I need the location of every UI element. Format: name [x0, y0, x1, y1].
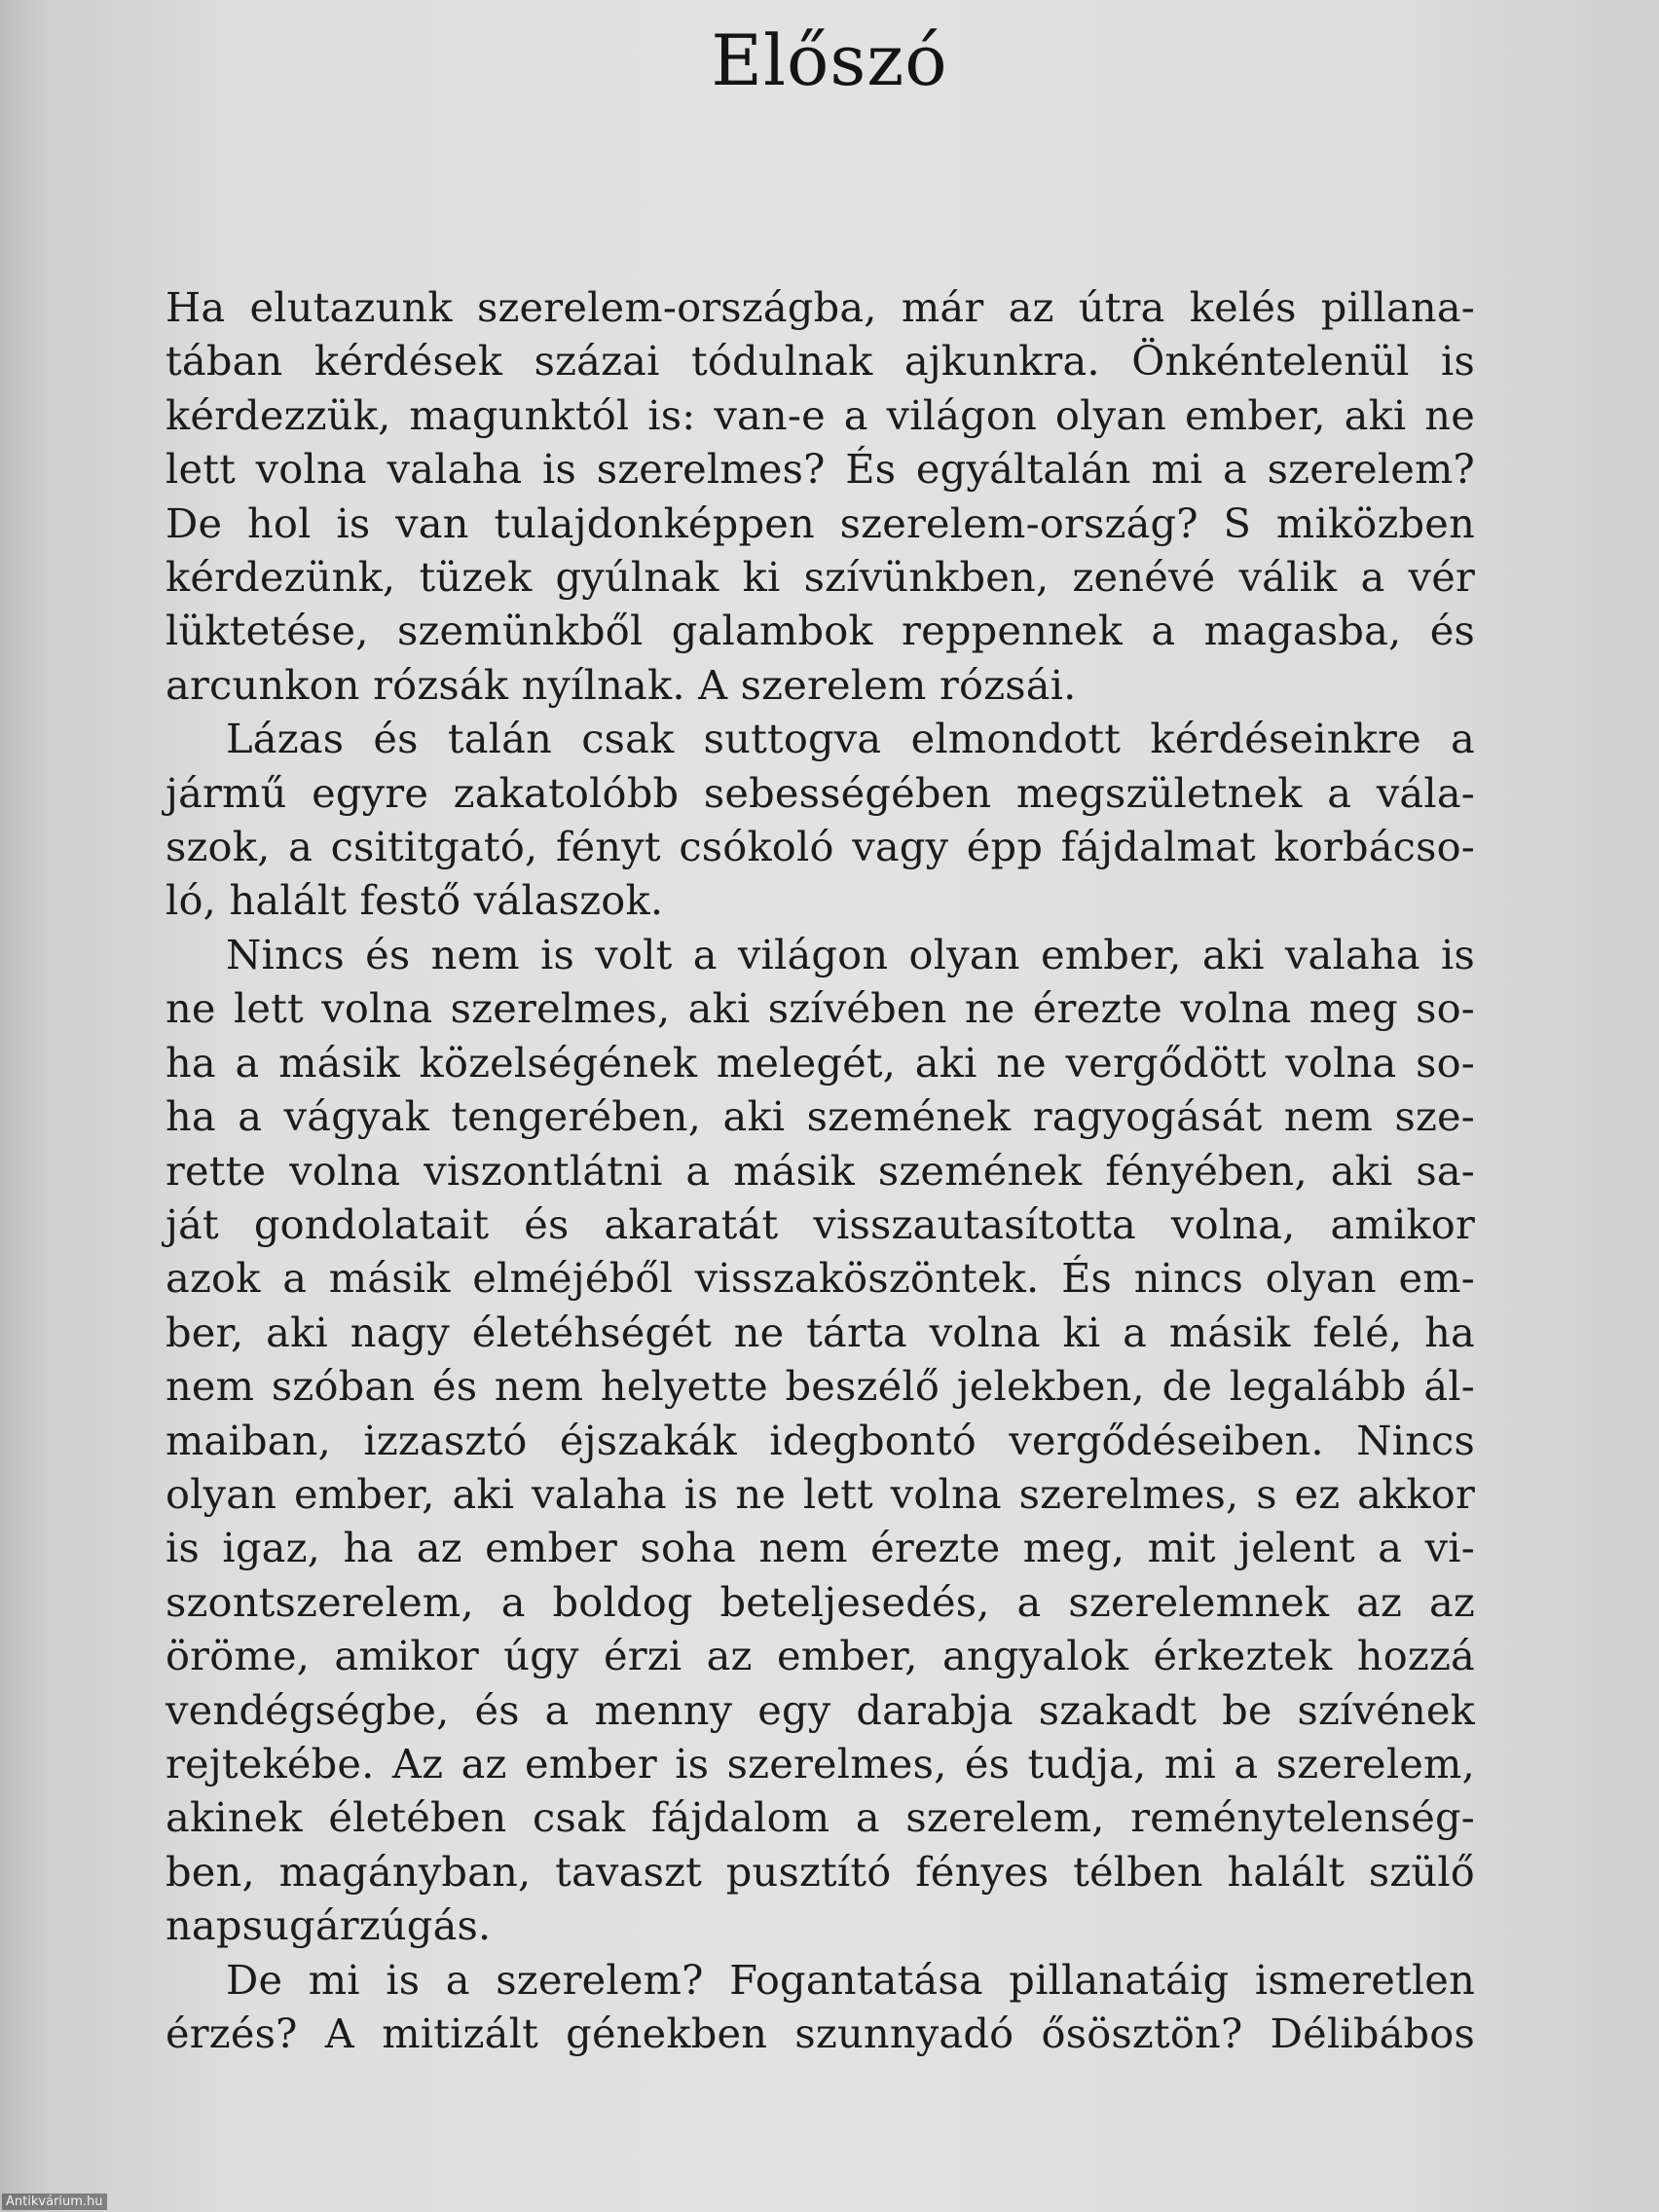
text-line: Ha elutazunk szerelem-országba, már az útra kelés pillana- — [166, 283, 1475, 331]
text-line: arcunkon rózsák nyílnak. A szerelem rózsái. — [166, 660, 1077, 709]
text-line: azok a másik elméjéből visszaköszöntek. És nincs olyan em- — [166, 1254, 1475, 1303]
text-line: vendégségbe, és a menny egy darabja szakadt be szívének — [166, 1685, 1475, 1734]
text-line: kérdezünk, tüzek gyúlnak ki szívünkben, zenévé válik a vér — [166, 553, 1475, 602]
text-line: napsugárzúgás. — [166, 1901, 492, 1950]
text-line: maiban, izzasztó éjszakák idegbontó vergődéseiben. Nincs — [166, 1416, 1475, 1464]
text-line: ne lett volna szerelmes, aki szívében ne érezte volna meg so- — [166, 984, 1475, 1033]
text-line: lett volna valaha is szerelmes? És egyáltalán mi a szerelem? — [166, 445, 1475, 494]
text-line: rejtekébe. Az az ember is szerelmes, és tudja, mi a szerelem, — [166, 1739, 1475, 1788]
text-line: is igaz, ha az ember soha nem érezte meg, mit jelent a vi- — [166, 1524, 1475, 1572]
text-line: szontszerelem, a boldog beteljesedés, a szerelemnek az az — [166, 1577, 1475, 1626]
text-line: ha a vágyak tengerében, aki szemének ragyogását nem sze- — [166, 1092, 1475, 1141]
text-line: De hol is van tulajdonképpen szerelem-ország? S miközben — [166, 498, 1475, 547]
text-line: lüktetése, szemünkből galambok reppennek a magasba, és — [166, 607, 1475, 655]
chapter-title: Előszó — [711, 19, 948, 101]
text-line: akinek életében csak fájdalom a szerelem, reménytelenség- — [166, 1793, 1475, 1842]
text-line: De mi is a szerelem? Fogantatása pillanatáig ismeretlen — [226, 1955, 1475, 2004]
text-line: nem szóban és nem helyette beszélő jelekben, de legalább ál- — [166, 1362, 1475, 1411]
text-line: jármű egyre zakatolóbb sebességében megszületnek a vála- — [166, 768, 1475, 817]
text-line: érzés? A mitizált génekben szunnyadó ősösztön? Délibábos — [166, 2009, 1475, 2057]
text-line: ben, magányban, tavaszt pusztító fényes télben halált szülő — [166, 1847, 1475, 1896]
text-line: Lázas és talán csak suttogva elmondott kérdéseinkre a — [226, 715, 1475, 763]
text-line: ber, aki nagy életéhségét ne tárta volna ki a másik felé, ha — [166, 1308, 1475, 1356]
text-line: kérdezzük, magunktól is: van-e a világon olyan ember, aki ne — [166, 390, 1475, 439]
text-line: Nincs és nem is volt a világon olyan ember, aki valaha is — [226, 930, 1475, 978]
text-line: olyan ember, aki valaha is ne lett volna szerelmes, s ez akkor — [166, 1469, 1475, 1518]
watermark: Antikvárium.hu — [2, 2194, 107, 2210]
text-line: ha a másik közelségének melegét, aki ne vergődött volna so- — [166, 1038, 1475, 1087]
text-line: rette volna viszontlátni a másik szemének fényében, aki sa- — [166, 1146, 1475, 1195]
text-line: tában kérdések százai tódulnak ajkunkra. Önkéntelenül is — [166, 337, 1475, 386]
text-line: ló, halált festő válaszok. — [166, 876, 664, 925]
body-text — [166, 280, 1475, 2060]
text-line: öröme, amikor úgy érzi az ember, angyalok érkeztek hozzá — [166, 1632, 1475, 1680]
text-line: szok, a csititgató, fényt csókoló vagy épp fájdalmat korbácso- — [166, 823, 1475, 871]
text-line: ját gondolatait és akaratát visszautasította volna, amikor — [166, 1199, 1475, 1248]
